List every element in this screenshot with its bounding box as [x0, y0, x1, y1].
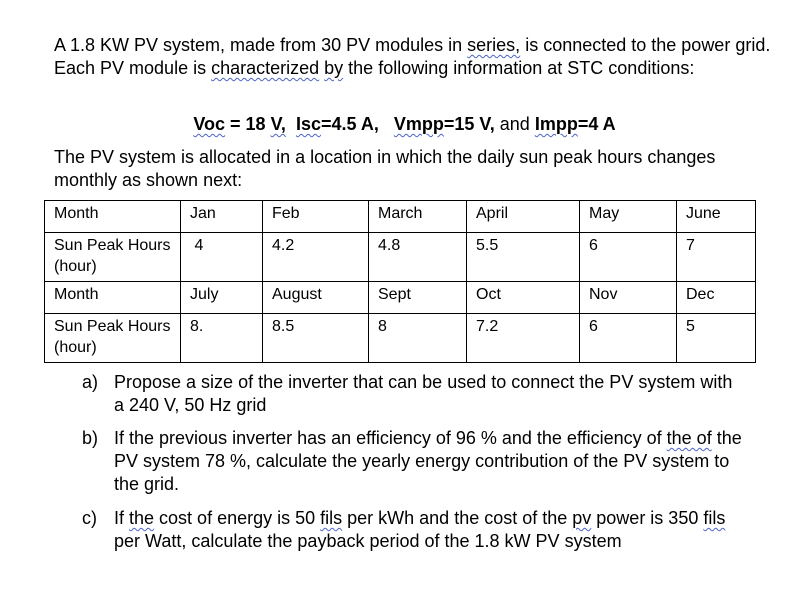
question-c-text [114, 507, 742, 553]
table-row [45, 201, 756, 233]
question-c-text-1: If [114, 508, 130, 528]
table-cell: 5.5 [467, 233, 580, 282]
table-cell: July [181, 282, 263, 314]
table-cell: Jan [181, 201, 263, 233]
table-cell: April [467, 201, 580, 233]
table-cell: 4.8 [369, 233, 467, 282]
spell-flag-the: the [129, 508, 155, 528]
table-cell: Oct [467, 282, 580, 314]
question-c-text-5: per Watt, calculate the payback period of the 1.8 kW PV system [114, 531, 622, 551]
table-cell: Sun Peak Hours (hour) [45, 233, 181, 282]
spell-flag-fils-2: fils [703, 508, 726, 528]
table-cell: 8 [369, 314, 467, 363]
impp-label: Impp [534, 114, 578, 134]
table-cell: August [263, 282, 369, 314]
question-c-label: c) [82, 508, 97, 528]
vmpp-label: Vmpp [393, 114, 444, 134]
table-row [45, 314, 756, 363]
table-cell: March [369, 201, 467, 233]
question-a [82, 371, 742, 417]
table-cell: 8. [181, 314, 263, 363]
question-c-text-3: per kWh and the cost of the [342, 508, 573, 528]
isc-label: Isc [295, 114, 321, 134]
sun-peak-hours-table [44, 200, 756, 363]
table-cell: 6 [580, 314, 677, 363]
question-c-text-2: cost of energy is 50 [154, 508, 321, 528]
table-cell: Month [45, 282, 181, 314]
spell-flag-the-of: the of [666, 428, 712, 448]
table-cell: Nov [580, 282, 677, 314]
spell-flag-fils-1: fils [320, 508, 343, 528]
table-cell: Month [45, 201, 181, 233]
table-cell: 7 [677, 233, 756, 282]
question-b-text-2: the PV system 78 %, calculate the yearly energy contribution of the PV system to the grid. [114, 428, 742, 494]
intro-text-1: A 1.8 KW PV system, made from 30 PV modules in [54, 35, 468, 55]
module-specs [0, 113, 809, 136]
table-cell: 4.2 [263, 233, 369, 282]
question-a-label: a) [82, 372, 99, 392]
question-c-text-4: power is 350 [591, 508, 704, 528]
question-b-text [114, 427, 742, 496]
spell-flag-by: by [324, 58, 344, 78]
table-row [45, 233, 756, 282]
intro-text-2: is connected to the power grid. Each PV module is [54, 35, 771, 78]
spell-flag-characterized: characterized [211, 58, 320, 78]
isc-value: =4.5 A, [320, 114, 379, 134]
table-cell: Feb [263, 201, 369, 233]
intro-paragraph [54, 34, 774, 80]
question-b-text-1: If the previous inverter has an efficiency of 96 % and the efficiency of [114, 428, 667, 448]
table-cell: 5 [677, 314, 756, 363]
table-cell: Dec [677, 282, 756, 314]
table-cell: June [677, 201, 756, 233]
specs-and: and [494, 114, 535, 134]
spell-flag-series: series, [467, 35, 521, 55]
voc-unit: V, [270, 114, 286, 134]
table-cell: 8.5 [263, 314, 369, 363]
table-cell: 7.2 [467, 314, 580, 363]
voc-label: Voc [193, 114, 226, 134]
table-cell: 6 [580, 233, 677, 282]
table-cell: 4 [181, 233, 263, 282]
table-row [45, 282, 756, 314]
question-b-label: b) [82, 428, 99, 448]
spell-flag-pv: pv [572, 508, 592, 528]
question-a-text: Propose a size of the inverter that can be used to connect the PV system with a 240 V, 50 Hz grid [114, 372, 733, 415]
table-intro: The PV system is allocated in a location in which the daily sun peak hours changes monthly as shown next: [54, 147, 716, 190]
vmpp-value: =15 V, [443, 114, 495, 134]
intro-text-4: the following information at STC conditions: [343, 58, 695, 78]
voc-value: = 18 [225, 114, 271, 134]
table-cell: Sept [369, 282, 467, 314]
table-cell: Sun Peak Hours (hour) [45, 314, 181, 363]
question-b [82, 427, 742, 496]
table-cell: May [580, 201, 677, 233]
impp-value: =4 A [577, 114, 616, 134]
question-c [82, 507, 742, 553]
